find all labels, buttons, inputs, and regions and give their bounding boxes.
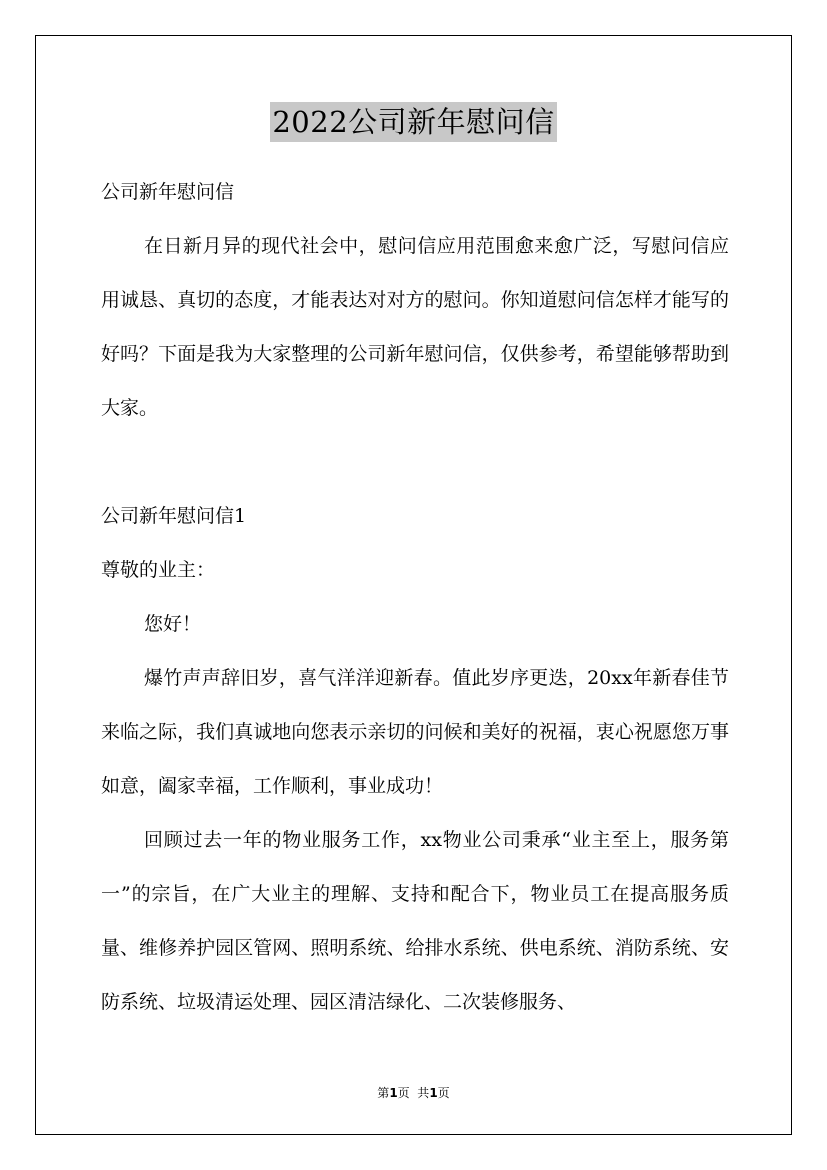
footer-page-prefix: 第 [377,1086,390,1100]
salutation: 尊敬的业主： [101,559,216,581]
document-body [101,165,729,1029]
body-paragraph-2: 回顾过去一年的物业服务工作，xx物业公司秉承“业主至上，服务第一”的宗旨，在广大业主的理解、支持和配合下，物业员工在提高服务质量、维修养护园区管网、照明系统、给排水系统、供电系统、消防系统、安防系统、垃圾清运处理、园区清洁绿化、二次装修服务、 [101,829,729,1013]
document-title: 2022公司新年慰问信 [270,102,556,142]
blank-line [101,435,729,489]
letter-heading: 公司新年慰问信1 [101,505,247,527]
page-footer [0,1084,827,1101]
footer-page-suffix: 页 [437,1086,450,1100]
intro-paragraph: 在日新月异的现代社会中，慰问信应用范围愈来愈广泛，写慰问信应用诚恳、真切的态度，才能表达对对方的慰问。你知道慰问信怎样才能写的好吗？下面是我为大家整理的公司新年慰问信，仅供参考，希望能够帮助到大家。 [101,235,729,419]
footer-page-current: 1 [389,1086,398,1100]
title-container [0,102,827,142]
document-subtitle: 公司新年慰问信 [101,181,235,203]
footer-page-total: 1 [429,1086,438,1100]
body-paragraph-1: 爆竹声声辞旧岁，喜气洋洋迎新春。值此岁序更迭，20xx年新春佳节来临之际，我们真诚地向您表示亲切的问候和美好的祝福，衷心祝愿您万事如意，阖家幸福，工作顺利，事业成功！ [101,667,729,797]
greeting: 您好！ [144,613,202,635]
footer-page-mid: 页 共 [397,1086,430,1100]
